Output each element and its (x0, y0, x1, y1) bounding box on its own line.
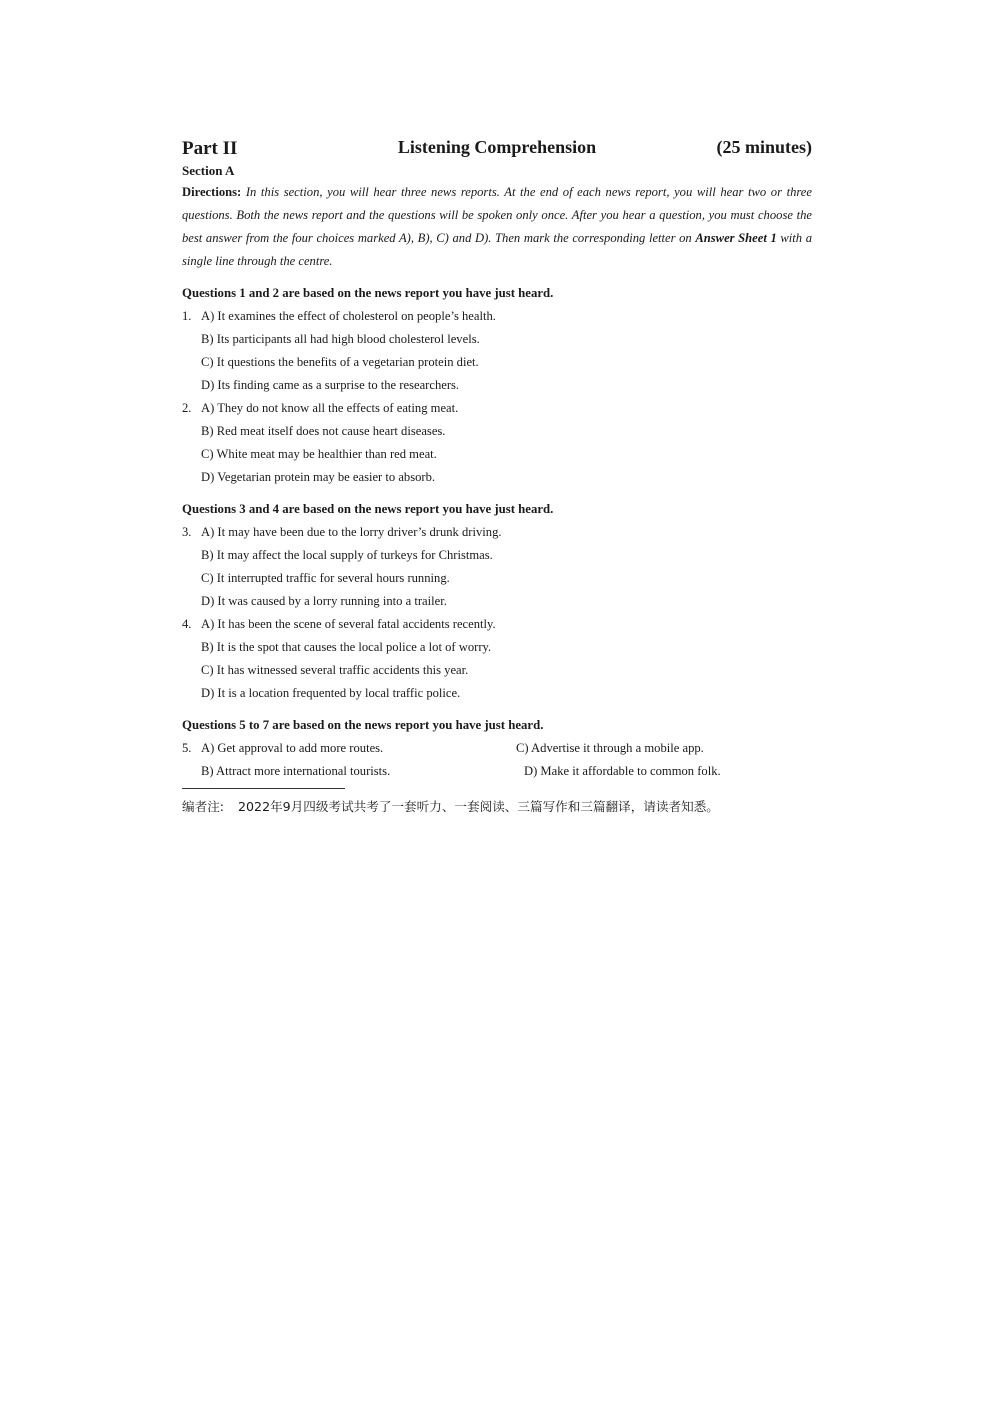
question-number: 2. (182, 401, 192, 415)
directions (182, 181, 812, 273)
question-5-row-2 (182, 760, 812, 783)
question-5-option-b: B) Attract more international tourists. (201, 764, 391, 778)
editor-note-label: 编者注: (182, 799, 225, 814)
question-3-option-c: C) It interrupted traffic for several hours running. (201, 571, 450, 585)
group-heading-2: Questions 3 and 4 are based on the news report you have just heard. (182, 502, 554, 516)
footnote-divider (182, 788, 345, 789)
question-2-option-b: B) Red meat itself does not cause heart diseases. (201, 424, 446, 438)
question-3-option-b: B) It may affect the local supply of turkeys for Christmas. (201, 548, 493, 562)
directions-text-1: In this section, you will hear three news reports. At the end of each news report, you will hear two or three questions. Both the news report and the questions will be spoken only once. After you hear a question, you must choose the best answer from the four choices marked A), B), C) and D). Then mark the corresponding letter on (182, 185, 812, 245)
question-2-option-a: 2. A) They do not know all the effects of eating meat. (182, 397, 812, 420)
question-1-option-c: C) It questions the benefits of a vegetarian protein diet. (201, 355, 479, 369)
question-number: 3. (182, 525, 192, 539)
part-header (182, 138, 812, 162)
question-number: 4. (182, 617, 192, 631)
question-number: 1. (182, 309, 192, 323)
question-1-option-a: 1. A) It examines the effect of cholesterol on people’s health. (182, 305, 812, 328)
question-4-option-a: 4. A) It has been the scene of several fatal accidents recently. (182, 613, 812, 636)
part-title: Listening Comprehension (397, 137, 597, 157)
question-5-option-d: D) Make it affordable to common folk. (524, 764, 721, 778)
question-1-option-d: D) Its finding came as a surprise to the researchers. (201, 378, 460, 392)
question-1-option-b: B) Its participants all had high blood cholesterol levels. (201, 332, 480, 346)
exam-page (182, 138, 812, 815)
question-4-option-b: B) It is the spot that causes the local police a lot of worry. (201, 640, 492, 654)
directions-text-2: with a single line through the centre. (182, 231, 813, 268)
time-limit: (25 minutes) (716, 137, 812, 157)
question-2-option-d: D) Vegetarian protein may be easier to absorb. (201, 470, 436, 484)
question-5-option-c: C) Advertise it through a mobile app. (516, 741, 704, 755)
question-3-option-a: 3. A) It may have been due to the lorry driver’s drunk driving. (182, 521, 812, 544)
question-3-option-d: D) It was caused by a lorry running into a trailer. (201, 594, 447, 608)
question-5-option-a: 5. A) Get approval to add more routes. (182, 737, 383, 760)
question-number: 5. (182, 741, 192, 755)
group-heading-3: Questions 5 to 7 are based on the news report you have just heard. (182, 718, 544, 732)
editor-note (182, 796, 812, 815)
group-heading-1: Questions 1 and 2 are based on the news report you have just heard. (182, 286, 554, 300)
question-5-row-1 (182, 737, 812, 760)
answer-sheet-ref: Answer Sheet 1 (695, 231, 777, 245)
question-2-option-c: C) White meat may be healthier than red meat. (201, 447, 437, 461)
part-label: Part II (182, 138, 238, 159)
directions-label: Directions: (182, 185, 242, 199)
editor-note-text: 2022年9月四级考试共考了一套听力、一套阅读、三篇写作和三篇翻译，请读者知悉。 (238, 799, 719, 814)
section-label: Section A (182, 163, 235, 178)
question-4-option-c: C) It has witnessed several traffic accidents this year. (201, 663, 469, 677)
question-4-option-d: D) It is a location frequented by local traffic police. (201, 686, 461, 700)
